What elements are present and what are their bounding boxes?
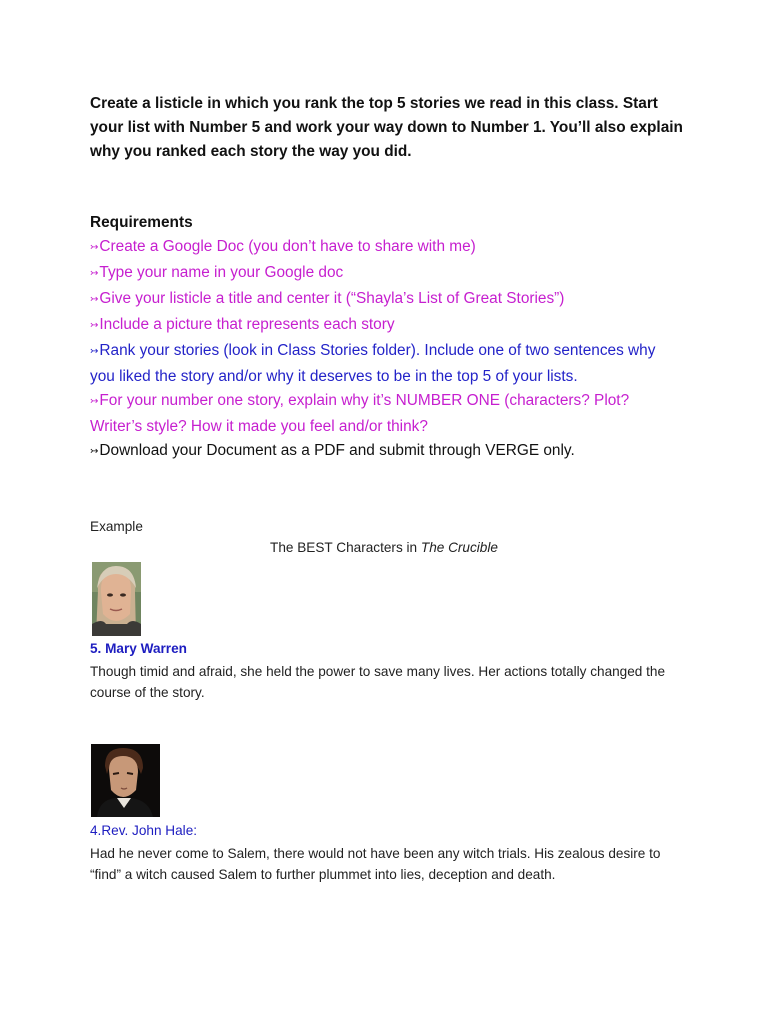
arrow-icon: ↣ (90, 268, 99, 279)
requirements-heading: Requirements (90, 214, 193, 231)
example-title (0, 540, 768, 555)
entry-4-body: Had he never come to Salem, there would not have been any witch trials. His zealous desire to “find” a witch caused Salem to further plummet into lies, deception and death. (90, 846, 661, 882)
requirement-item (90, 261, 680, 287)
requirement-text: Download your Document as a PDF and submit through VERGE only. (99, 442, 575, 459)
requirement-text: Rank your stories (look in Class Stories folder). Include one of two sentences why you liked the story and/or why it deserves to be in the top 5 of your lists. (90, 342, 656, 385)
requirement-item (90, 389, 680, 439)
requirement-item (90, 287, 680, 313)
example-title-book: The Crucible (420, 540, 498, 555)
arrow-icon: ↣ (90, 294, 99, 305)
john-hale-portrait-photo (91, 744, 160, 817)
arrow-icon: ↣ (90, 396, 99, 407)
requirement-text: Type your name in your Google doc (99, 264, 344, 281)
arrow-icon: ↣ (90, 346, 99, 357)
requirement-item (90, 339, 680, 389)
mary-warren-portrait-photo (92, 562, 141, 636)
requirement-text: Include a picture that represents each story (99, 316, 395, 333)
requirement-text: For your number one story, explain why it’s NUMBER ONE (characters? Plot? Writer’s style? How it made you feel and/or think? (90, 392, 630, 435)
arrow-icon: ↣ (90, 242, 99, 253)
requirement-text: Create a Google Doc (you don’t have to share with me) (99, 238, 476, 255)
intro-paragraph: Create a listicle in which you rank the top 5 stories we read in this class. Start your list with Number 5 and work your way down to Number 1. You’ll also explain why you ranked each story the way you did. (90, 95, 683, 161)
example-label: Example (90, 519, 143, 534)
requirement-item (90, 235, 680, 261)
requirement-item (90, 313, 680, 339)
arrow-icon: ↣ (90, 320, 99, 331)
requirement-item (90, 439, 680, 465)
entry-4-heading: 4.Rev. John Hale: (90, 823, 198, 838)
entry-5-heading: 5. Mary Warren (90, 641, 187, 656)
requirements-list (90, 235, 680, 465)
example-title-prefix: The BEST Characters in (270, 540, 421, 555)
requirement-text: Give your listicle a title and center it (“Shayla’s List of Great Stories”) (99, 290, 565, 307)
entry-5-body: Though timid and afraid, she held the power to save many lives. Her actions totally changed the course of the story. (90, 664, 666, 700)
arrow-icon: ↣ (90, 446, 99, 457)
